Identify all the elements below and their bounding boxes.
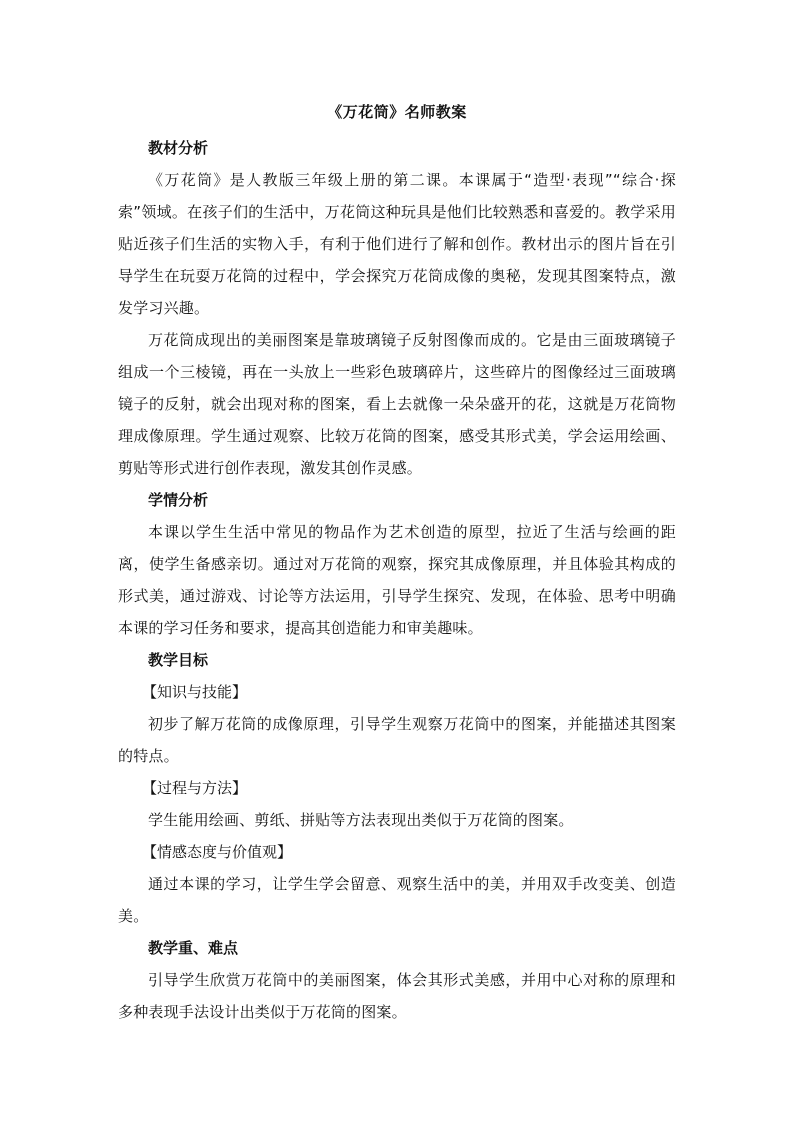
section-objectives — [118, 644, 676, 932]
paragraph-material-2: 万花筒成现出的美丽图案是靠玻璃镜子反射图像而成的。它是由三面玻璃镜子组成一个三棱镜，再在一头放上一些彩色玻璃碎片，这些碎片的图像经过三面玻璃镜子的反射，就会出现对称的图案，看上去就像一朵朵盛开的花，这就是万花筒物理成像原理。学生通过观察、比较万花筒的图案，感受其形式美，学会运用绘画、剪贴等形式进行创作表现，激发其创作灵感。 — [118, 331, 676, 477]
paragraph-emotion: 通过本课的学习，让学生学会留意、观察生活中的美，并用双手改变美、创造美。 — [118, 875, 676, 925]
heading-student-analysis: 学情分析 — [148, 491, 209, 509]
paragraph-process: 学生能用绘画、剪纸、拼贴等方法表现出类似于万花筒的图案。 — [148, 811, 574, 829]
subheading-knowledge: 【知识与技能】 — [142, 683, 248, 701]
heading-objectives: 教学目标 — [148, 651, 209, 669]
section-material-analysis — [118, 132, 676, 484]
heading-key-points: 教学重、难点 — [148, 939, 239, 957]
section-student-analysis — [118, 484, 676, 644]
subheading-emotion: 【情感态度与价值观】 — [142, 843, 293, 861]
heading-material-analysis: 教材分析 — [148, 139, 209, 157]
document-title: 《万花筒》名师教案 — [327, 103, 467, 121]
paragraph-student-1: 本课以学生生活中常见的物品作为艺术创造的原型，拉近了生活与绘画的距离，使学生备感亲切。通过对万花筒的观察，探究其成像原理，并且体验其构成的形式美，通过游戏、讨论等方法运用，引导学生探究、发现，在体验、思考中明确本课的学习任务和要求，提高其创造能力和审美趣味。 — [118, 523, 676, 637]
paragraph-material-1: 《万花筒》是人教版三年级上册的第二课。本课属于“造型·表现”“综合·探索”领域。在孩子们的生活中，万花筒这种玩具是他们比较熟悉和喜爱的。教学采用贴近孩子们生活的实物入手，有利于他们进行了解和创作。教材出示的图片旨在引导学生在玩耍万花筒的过程中，学会探究万花筒成像的奥秘，发现其图案特点，激发学习兴趣。 — [118, 171, 676, 317]
section-key-points — [118, 932, 676, 1028]
document-content — [118, 101, 676, 1028]
subheading-process: 【过程与方法】 — [142, 779, 248, 797]
paragraph-knowledge: 初步了解万花筒的成像原理，引导学生观察万花筒中的图案，并能描述其图案的特点。 — [118, 715, 676, 765]
paragraph-key-points: 引导学生欣赏万花筒中的美丽图案，体会其形式美感，并用中心对称的原理和多种表现手法设计出类似于万花筒的图案。 — [118, 971, 676, 1021]
